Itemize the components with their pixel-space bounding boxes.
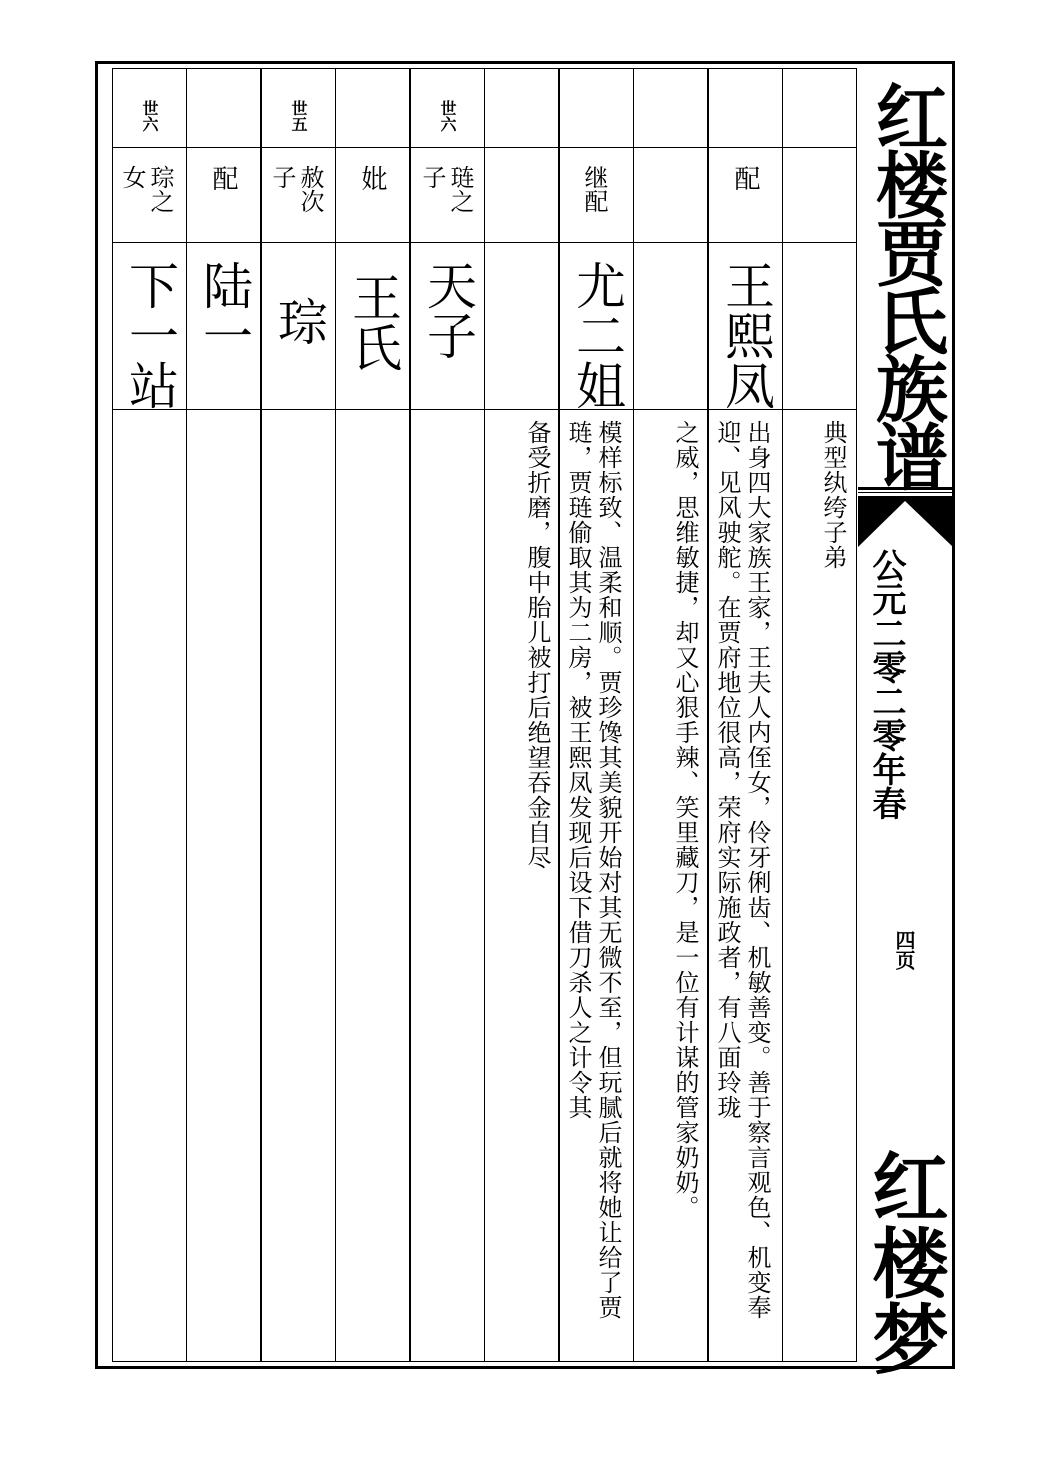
page-title: 红楼贾氏族谱 [864,80,949,488]
member-name: 天子 [419,260,477,360]
member-name: 下一站 [121,260,179,410]
generation-label: 世五 [289,100,308,132]
member-relation: 配 [208,165,238,191]
member-description: 典型纨绔子弟 [819,420,847,570]
title-separator [858,487,953,499]
member-name: 陆一 [195,260,253,360]
member-name: 尤二姐 [568,260,626,410]
publication-date: 公元二零二零年春 [866,548,906,820]
member-description: 备受折磨，腹中胎儿被打后绝望吞金自尽 [523,420,551,870]
page-number: 四页 [892,930,916,970]
row-divider-relation [112,242,856,243]
member-description: 出身四大家族王家，王夫人内侄女，伶牙俐齿、机敏善变。善于察言观色、机变奉迎、见风驶舵。在贾府地位很高，荣府实际施政者，有八面玲珑 [713,420,771,1320]
generation-label: 世六 [438,100,457,132]
member-relation: 继配 [580,165,608,213]
member-relation: 赦次子 [268,165,324,213]
row-divider-generation [112,147,856,148]
generation-label: 世六 [140,100,159,132]
member-relation: 琏之子 [418,165,474,213]
chevron-ornament [858,499,953,547]
member-relation: 琮之女 [118,165,174,213]
member-relation: 妣 [357,165,387,191]
member-name: 王氏 [344,272,402,372]
member-description: 模样标致、温柔和顺。贾珍馋其美貌开始对其无微不至，但玩腻后就将她让给了贾琏，贾琏偷取其为二房，被王熙凤发现后设下借刀杀人之计令其 [564,420,622,1320]
member-relation: 配 [730,165,760,191]
member-description: 之威，思维敏捷，却又心狠手辣、笑里藏刀，是一位有计谋的管家奶奶。 [671,420,699,1220]
book-title: 红楼梦 [860,1148,949,1376]
column-8 [261,68,336,1362]
column-7 [335,68,410,1362]
member-name: 王熙凤 [717,260,775,410]
member-name: 琮 [270,296,328,346]
